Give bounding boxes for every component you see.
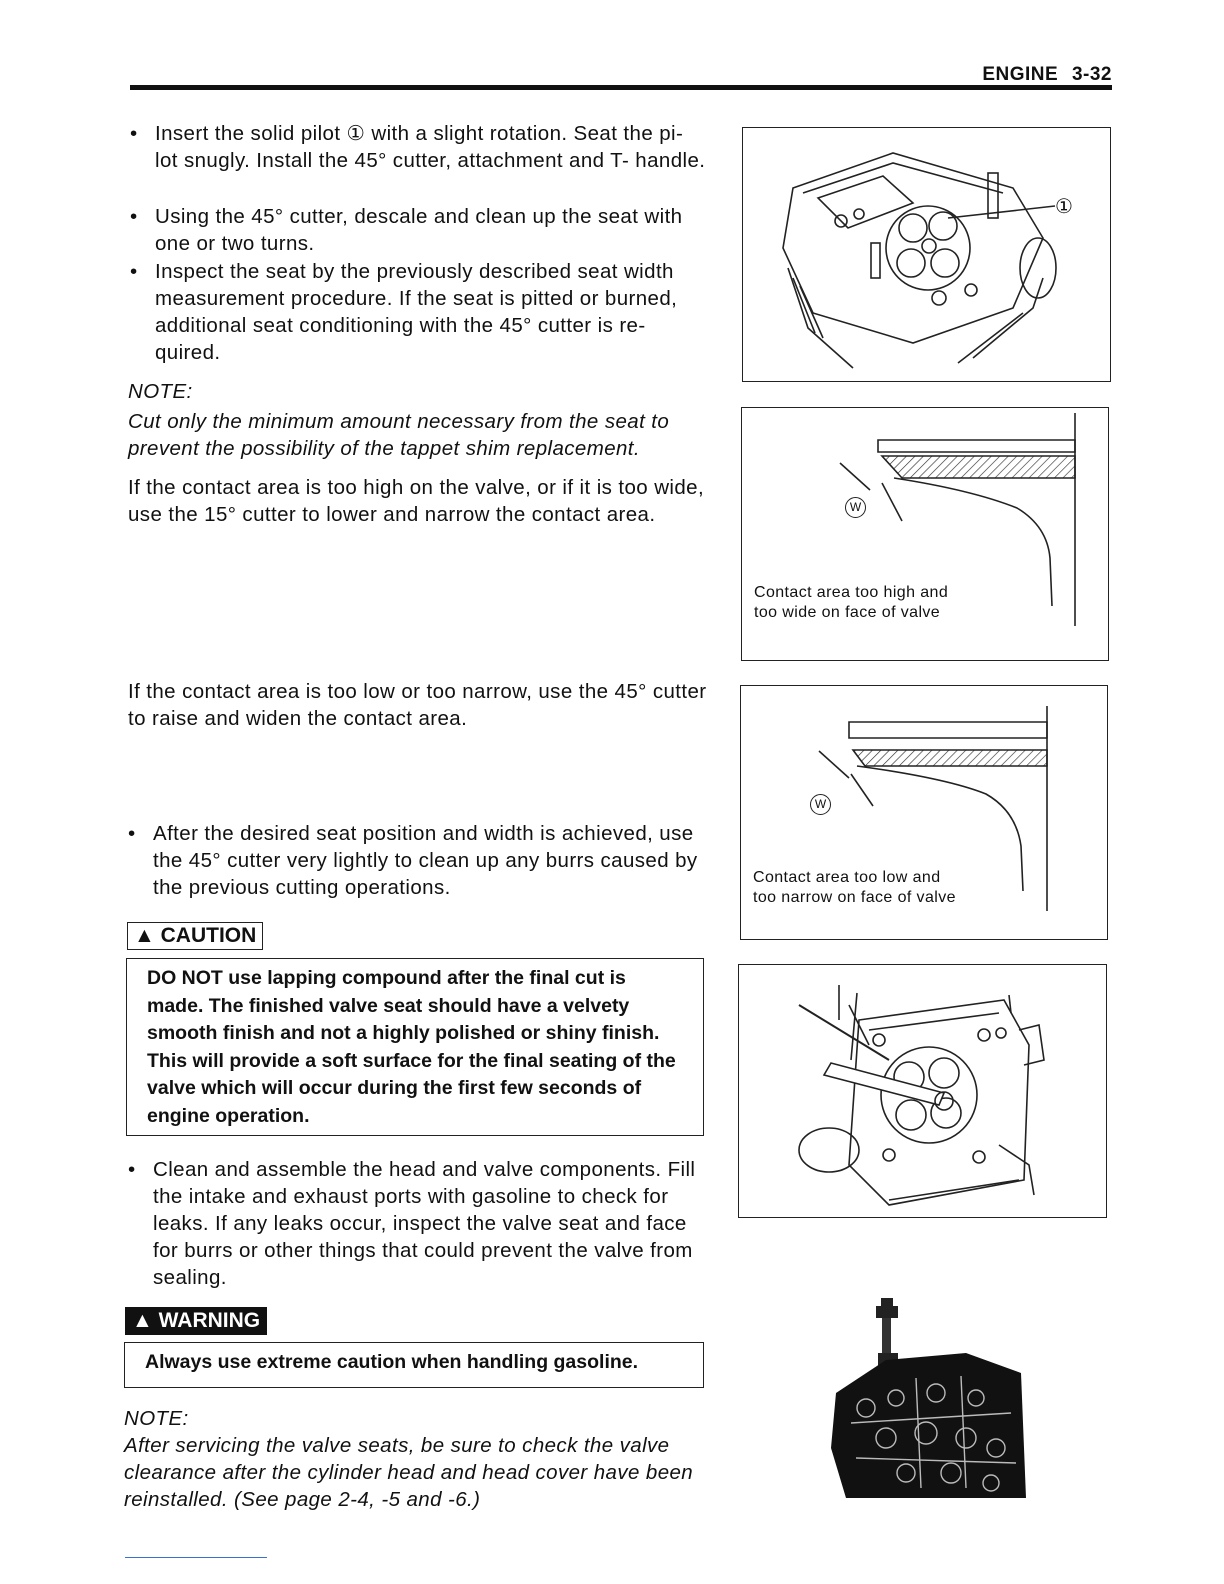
page-header	[982, 64, 1112, 86]
header-section: ENGINE	[982, 64, 1059, 85]
caption-contact-high: Contact area too high and too wide on face of valve	[754, 584, 949, 621]
head-pilot-drawing	[743, 128, 1112, 383]
figure-head-pilot	[742, 127, 1111, 382]
caption-contact-low: Contact area too low and too narrow on face of valve	[753, 869, 956, 906]
contact-high-drawing	[742, 408, 1110, 662]
paragraph-contact-high: If the contact area is too high on the valve, or if it is too wide, use the 15° cutter to lower and narrow the contact area.	[128, 476, 705, 526]
warning-triangle-icon: ▲	[132, 1309, 153, 1332]
bullet-inspect-seat: • Inspect the seat by the previously described seat width measurement procedure. If the seat is pitted or burned, additional seat conditioning with the 45° cutter is re- quired.	[130, 258, 710, 366]
warning-label	[125, 1307, 267, 1335]
figure-contact-high	[741, 407, 1109, 661]
header-rule	[130, 85, 1112, 90]
figure-cutter-head	[738, 964, 1107, 1218]
warning-label-text: WARNING	[158, 1309, 261, 1332]
note2-label: NOTE:	[124, 1407, 189, 1430]
bullet-clean-assemble: • Clean and assemble the head and valve components. Fill the intake and exhaust ports with gasoline to check for leaks. If any leaks occur, inspect the valve seat and face for burrs or other things that could prevent the valve from sealing.	[128, 1156, 708, 1291]
note2-text: After servicing the valve seats, be sure to check the valve clearance after the cylinder head and head cover have been reinstalled. (See page 2-4, -5 and -6.)	[124, 1434, 694, 1511]
marker-w: W	[845, 497, 866, 518]
marker-w: W	[810, 794, 831, 815]
figure-engine-photo	[826, 1298, 1026, 1500]
figure-contact-low	[740, 685, 1108, 940]
note1-label: NOTE:	[128, 380, 193, 403]
paragraph-contact-low: If the contact area is too low or too narrow, use the 45° cutter to raise and widen the contact area.	[128, 680, 707, 730]
header-page: 3-32	[1071, 64, 1112, 85]
note1-text: Cut only the minimum amount necessary from the seat to prevent the possibility of the tappet shim replacement.	[128, 410, 670, 460]
figure-callout-1: ①	[1055, 196, 1073, 218]
cutter-head-drawing	[739, 965, 1108, 1219]
caution-label-text: CAUTION	[160, 924, 257, 947]
warning-triangle-icon: ▲	[134, 924, 155, 947]
caution-label	[127, 922, 263, 950]
bullet-burrs: • After the desired seat position and width is achieved, use the 45° cutter very lightly to clean up any burrs caused by the previous cutting operations.	[128, 820, 708, 901]
caution-box: DO NOT use lapping compound after the final cut is made. The finished valve seat should have a velvety smooth finish and not a highly polished or shiny finish. This will provide a soft surface for the final seating of the valve which will occur during the first few seconds of engine operation.	[126, 958, 704, 1136]
bullet-descale: • Using the 45° cutter, descale and clean up the seat with one or two turns.	[130, 203, 710, 257]
warning-box: Always use extreme caution when handling gasoline.	[124, 1342, 704, 1388]
engine-photo-drawing	[826, 1298, 1026, 1500]
bullet-insert-pilot: • Insert the solid pilot ① with a slight rotation. Seat the pi- lot snugly. Install the 45° cutter, attachment and T- handle.	[130, 120, 710, 174]
footer-line	[125, 1557, 267, 1558]
